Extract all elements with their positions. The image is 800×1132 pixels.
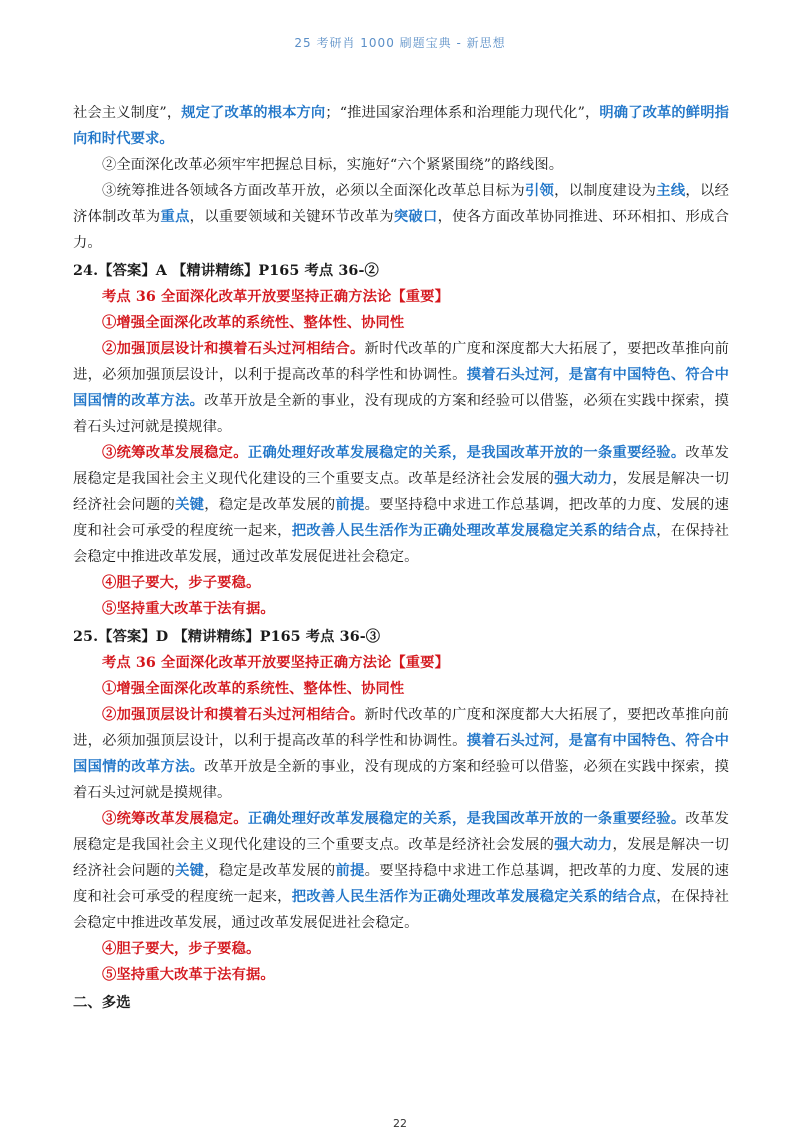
answer-25-item-5: ⑤坚持重大改革于法有据。 bbox=[102, 967, 275, 983]
page-header: 25 考研肖 1000 刷题宝典 - 新思想 bbox=[294, 36, 506, 50]
text-run: ，稳定是改革发展的 bbox=[204, 863, 336, 879]
intro-paragraph-1 bbox=[73, 100, 729, 152]
answer-25-heading: 25.【答案】D 【精讲精练】P165 考点 36-③ bbox=[73, 629, 381, 645]
intro-paragraph-2 bbox=[73, 152, 729, 178]
answer-24-topic: 考点 36 全面深化改革开放要坚持正确方法论【重要】 bbox=[102, 289, 449, 305]
emphasis-blue: 把改善人民生活作为正确处理改革发展稳定关系的结合点 bbox=[291, 889, 657, 905]
page-number: 22 bbox=[393, 1117, 407, 1130]
emphasis-blue: 突破口 bbox=[393, 209, 438, 225]
answer-24-item-3 bbox=[73, 440, 729, 570]
text-run: ，发展是解决一切经济社会问题的 bbox=[73, 471, 729, 513]
text-run: ；“推进国家治理体系和治理能力现代化”， bbox=[325, 105, 600, 121]
emphasis-red: ③统筹改革发展稳定。 bbox=[102, 811, 248, 827]
emphasis-blue: 正确处理好改革发展稳定的关系，是我国改革开放的一条重要经验。 bbox=[247, 445, 686, 461]
emphasis-blue: 关键 bbox=[175, 497, 205, 513]
emphasis-blue: 强大动力 bbox=[554, 837, 613, 853]
text-run: ，以重要领域和关键环节改革为 bbox=[189, 209, 394, 225]
text-run: 改革开放是全新的事业，没有现成的方案和经验可以借鉴，必须在实践中探索，摸着石头过河就是摸规律。 bbox=[73, 759, 729, 801]
answer-24-heading: 24.【答案】A 【精讲精练】P165 考点 36-② bbox=[73, 263, 379, 279]
text-run: 新时代改革的广度和深度都大大拓展了，要把改革推向前进，必须加强顶层设计，以利于提高改革的科学性和协调性。 bbox=[73, 341, 729, 383]
text-run: ②全面深化改革必须牢牢把握总目标，实施好“六个紧紧围绕”的路线图。 bbox=[102, 157, 564, 173]
answer-24-item-5: ⑤坚持重大改革于法有据。 bbox=[102, 601, 275, 617]
emphasis-blue: 摸着石头过河，是富有中国特色、符合中国国情的改革方法。 bbox=[73, 733, 729, 775]
text-run: 新时代改革的广度和深度都大大拓展了，要把改革推向前进，必须加强顶层设计，以利于提高改革的科学性和协调性。 bbox=[73, 707, 729, 749]
intro-paragraph-3 bbox=[73, 178, 729, 256]
text-run: ，在保持社会稳定中推进改革发展，通过改革发展促进社会稳定。 bbox=[73, 523, 730, 565]
answer-25-item-1: ①增强全面深化改革的系统性、整体性、协同性 bbox=[102, 681, 405, 697]
answer-25-topic: 考点 36 全面深化改革开放要坚持正确方法论【重要】 bbox=[102, 655, 449, 671]
text-run: ，以经济体制改革为 bbox=[73, 183, 729, 225]
emphasis-blue: 正确处理好改革发展稳定的关系，是我国改革开放的一条重要经验。 bbox=[247, 811, 686, 827]
text-run: 。要坚持稳中求进工作总基调，把改革的力度、发展的速度和社会可承受的程度统一起来， bbox=[73, 863, 730, 905]
emphasis-blue: 前提 bbox=[335, 863, 365, 879]
text-run: 改革发展稳定是我国社会主义现代化建设的三个重要支点。改革是经济社会发展的 bbox=[73, 811, 729, 853]
text-run: ，发展是解决一切经济社会问题的 bbox=[73, 837, 729, 879]
text-run: ，以制度建设为 bbox=[554, 183, 657, 199]
answer-24-item-2 bbox=[73, 336, 729, 440]
emphasis-red: ②加强顶层设计和摸着石头过河相结合。 bbox=[102, 341, 365, 357]
text-run: ③统筹推进各领域各方面改革开放，必须以全面深化改革总目标为 bbox=[102, 183, 525, 199]
page-content bbox=[73, 100, 729, 1016]
answer-24-item-1: ①增强全面深化改革的系统性、整体性、协同性 bbox=[102, 315, 405, 331]
text-run: ，在保持社会稳定中推进改革发展，通过改革发展促进社会稳定。 bbox=[73, 889, 730, 931]
emphasis-blue: 明确了改革的鲜明指向和时代要求。 bbox=[73, 105, 730, 147]
answer-25-item-4: ④胆子要大，步子要稳。 bbox=[102, 941, 261, 957]
text-run: 改革发展稳定是我国社会主义现代化建设的三个重要支点。改革是经济社会发展的 bbox=[73, 445, 729, 487]
emphasis-blue: 摸着石头过河，是富有中国特色、符合中国国情的改革方法。 bbox=[73, 367, 729, 409]
emphasis-blue: 重点 bbox=[160, 209, 190, 225]
emphasis-blue: 引领 bbox=[524, 183, 555, 199]
text-run: ，稳定是改革发展的 bbox=[204, 497, 336, 513]
emphasis-blue: 前提 bbox=[335, 497, 365, 513]
emphasis-blue: 强大动力 bbox=[554, 471, 613, 487]
text-run: 社会主义制度”， bbox=[73, 105, 182, 121]
answer-25-item-3 bbox=[73, 806, 729, 936]
text-run: 。要坚持稳中求进工作总基调，把改革的力度、发展的速度和社会可承受的程度统一起来， bbox=[73, 497, 730, 539]
emphasis-blue: 关键 bbox=[175, 863, 205, 879]
answer-25-item-2 bbox=[73, 702, 729, 806]
section-title: 二、多选 bbox=[73, 995, 131, 1011]
emphasis-red: ③统筹改革发展稳定。 bbox=[102, 445, 248, 461]
emphasis-blue: 主线 bbox=[656, 183, 686, 199]
emphasis-blue: 规定了改革的根本方向 bbox=[181, 105, 326, 121]
emphasis-blue: 把改善人民生活作为正确处理改革发展稳定关系的结合点 bbox=[291, 523, 657, 539]
text-run: ，使各方面改革协同推进、环环相扣、形成合力。 bbox=[73, 209, 729, 251]
answer-24-item-4: ④胆子要大，步子要稳。 bbox=[102, 575, 261, 591]
emphasis-red: ②加强顶层设计和摸着石头过河相结合。 bbox=[102, 707, 365, 723]
text-run: 改革开放是全新的事业，没有现成的方案和经验可以借鉴，必须在实践中探索，摸着石头过河就是摸规律。 bbox=[73, 393, 729, 435]
